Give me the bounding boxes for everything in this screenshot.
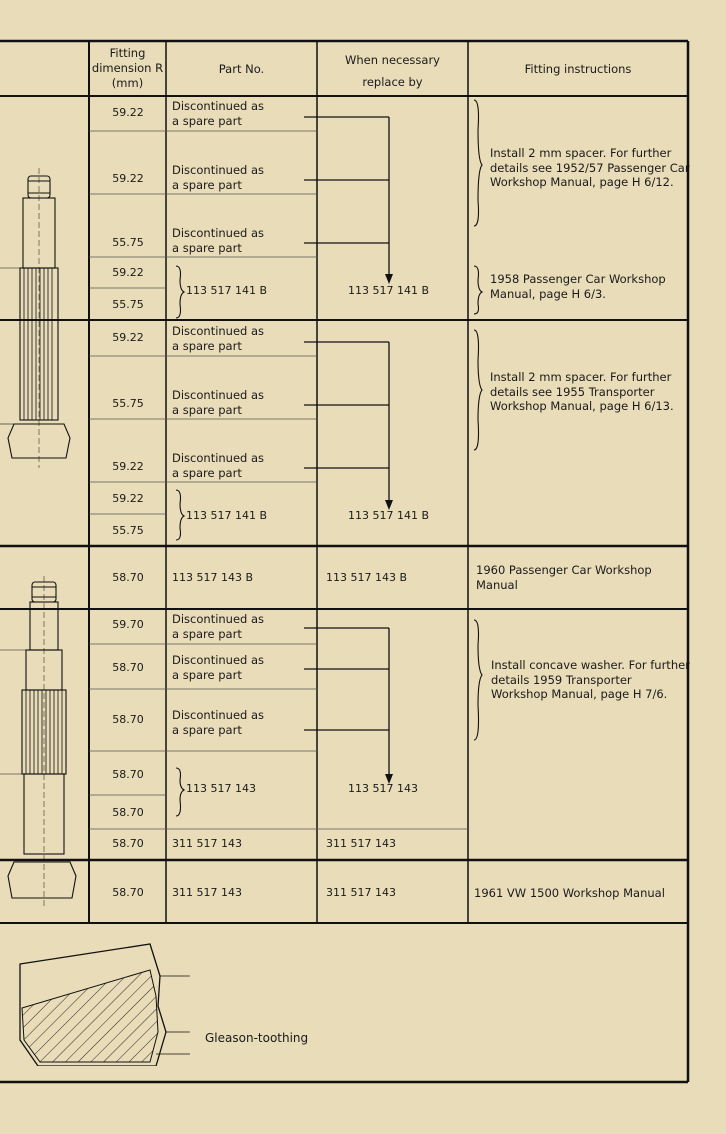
part-status-line: Discontinued as <box>172 612 265 626</box>
part-number: 311 517 143 <box>172 886 242 899</box>
part-status <box>172 99 264 128</box>
instruction-line: Workshop Manual, page H 6/12. <box>490 175 674 189</box>
instruction-line: 1958 Passenger Car Workshop <box>490 272 666 286</box>
dimension-value: 58.70 <box>112 713 144 726</box>
part-status-line: a spare part <box>172 667 242 682</box>
part-status-line: Discontinued as <box>172 324 265 338</box>
part-status-line: Discontinued as <box>172 163 265 177</box>
instruction-line: Install 2 mm spacer. For further <box>490 146 672 160</box>
instruction-line: details 1959 Transporter <box>491 672 632 687</box>
part-status-line: a spare part <box>172 338 242 353</box>
dimension-value: 55.75 <box>112 298 144 311</box>
fitting-instruction <box>491 658 690 702</box>
header-dimension <box>89 46 166 91</box>
fitting-instruction <box>490 272 666 301</box>
part-number: 311 517 143 <box>172 837 242 850</box>
instruction-line: details see 1952/57 Passenger Car <box>490 160 690 175</box>
dimension-value: 59.22 <box>112 172 144 185</box>
fitting-instruction <box>490 146 690 190</box>
replacement-part-number: 311 517 143 <box>326 886 396 899</box>
part-number: 113 517 141 B <box>186 284 268 297</box>
instruction-line: Install concave washer. For further <box>491 658 690 672</box>
header-part-no: Part No. <box>218 62 265 76</box>
part-status-line: a spare part <box>172 402 242 417</box>
part-status-line: Discontinued as <box>172 451 265 465</box>
dimension-value: 59.22 <box>112 266 144 279</box>
fitting-instruction: 1961 VW 1500 Workshop Manual <box>474 886 665 900</box>
part-status-line: Discontinued as <box>172 99 265 113</box>
instruction-line: Install 2 mm spacer. For further <box>490 370 672 384</box>
header-fitting-instructions: Fitting instructions <box>524 62 632 76</box>
replacement-part-number: 113 517 141 B <box>348 284 430 297</box>
part-status-line: a spare part <box>172 177 242 192</box>
part-number: 113 517 143 B <box>172 571 254 584</box>
dimension-value: 58.70 <box>112 768 144 781</box>
part-status <box>172 612 264 641</box>
instruction-line: 1960 Passenger Car Workshop <box>476 563 652 577</box>
dimension-value: 58.70 <box>112 571 144 584</box>
part-status-line: a spare part <box>172 240 242 255</box>
part-status <box>172 451 264 480</box>
part-status-line: Discontinued as <box>172 388 265 402</box>
dimension-value: 59.22 <box>112 106 144 119</box>
part-number: 113 517 143 <box>186 782 256 795</box>
dimension-value: 58.70 <box>112 806 144 819</box>
part-status <box>172 653 264 682</box>
header-dimension-line3: (mm) <box>111 76 144 90</box>
dimension-value: 59.22 <box>112 492 144 505</box>
replacement-part-number: 113 517 143 B <box>326 571 408 584</box>
instruction-line: Manual <box>476 577 518 592</box>
shaft-drawing-2 <box>0 576 89 916</box>
part-status-line: Discontinued as <box>172 226 265 240</box>
header-replace-line2: replace by <box>362 75 423 89</box>
part-status-line: a spare part <box>172 722 242 737</box>
dimension-value: 59.70 <box>112 618 144 631</box>
part-number: 113 517 141 B <box>186 509 268 522</box>
part-status <box>172 226 264 255</box>
instruction-line: details see 1955 Transporter <box>490 384 655 399</box>
shaft-drawing-1 <box>0 168 89 628</box>
gleason-toothing-drawing <box>0 936 200 1066</box>
part-status <box>172 388 264 417</box>
instruction-line: Manual, page H 6/3. <box>490 286 606 301</box>
dimension-value: 58.70 <box>112 837 144 850</box>
dimension-value: 58.70 <box>112 886 144 899</box>
header-dimension-line2: dimension R <box>91 61 164 75</box>
gleason-toothing-label: Gleason-toothing <box>205 1031 309 1045</box>
header-replace-by <box>317 49 468 93</box>
replacement-part-number: 113 517 143 <box>348 782 418 795</box>
dimension-value: 58.70 <box>112 661 144 674</box>
fitting-instruction <box>476 563 652 592</box>
fitting-instruction <box>490 370 674 414</box>
part-status-line: a spare part <box>172 465 242 480</box>
part-status-line: Discontinued as <box>172 653 265 667</box>
replacement-part-number: 311 517 143 <box>326 837 396 850</box>
dimension-value: 59.22 <box>112 460 144 473</box>
header-dimension-line1: Fitting <box>109 46 146 60</box>
part-status <box>172 708 264 737</box>
dimension-value: 59.22 <box>112 331 144 344</box>
part-status-line: a spare part <box>172 113 242 128</box>
instruction-line: Workshop Manual, page H 6/13. <box>490 399 674 413</box>
header-replace-line1: When necessary <box>344 53 440 67</box>
dimension-value: 55.75 <box>112 524 144 537</box>
part-status-line: Discontinued as <box>172 708 265 722</box>
replacement-part-number: 113 517 141 B <box>348 509 430 522</box>
instruction-line: Workshop Manual, page H 7/6. <box>491 687 668 701</box>
part-status <box>172 324 264 353</box>
part-status <box>172 163 264 192</box>
dimension-value: 55.75 <box>112 397 144 410</box>
dimension-value: 55.75 <box>112 236 144 249</box>
part-status-line: a spare part <box>172 626 242 641</box>
